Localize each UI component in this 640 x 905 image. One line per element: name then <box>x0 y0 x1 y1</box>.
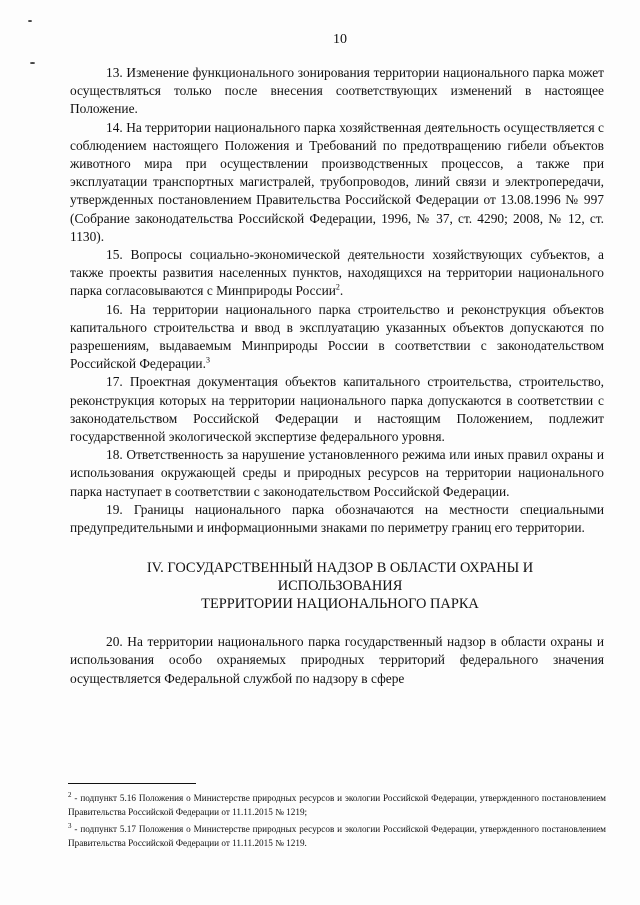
document-body <box>70 64 604 688</box>
scan-speck <box>28 20 32 22</box>
footnotes <box>68 788 606 850</box>
page-number: 10 <box>333 32 347 47</box>
paragraph-15: 15. Вопросы социально-экономической деятельности хозяйствующих субъектов, а также проекты развития населенных пунктов, находящихся на территории национального парка согласовываются с Минприроды России$^2$. <box>70 247 604 299</box>
footnote-separator <box>68 783 196 784</box>
paragraph-19: 19. Границы национального парка обозначаются на местности специальными предупредительными и информационными знаками по периметру границ его территории. <box>70 501 604 536</box>
paragraph-14: 14. На территории национального парка хозяйственная деятельность осуществляется с соблюдением настоящего Положения и Требований по предотвращению гибели объектов животного мира при осуществлении производственных процессов, а также при эксплуатации транспортных магистралей, трубопроводов, линий связи и электропередачи, утвержденных постановлением Правительства Российской Федерации от 13.08.1996 № 997 (Собрание законодательства Российской Федерации, 1996, № 37, ст. 4290; 2008, № 12, ст. 1130). <box>70 119 604 244</box>
paragraph-16: 16. На территории национального парка строительство и реконструкция объектов капитального строительства и ввод в эксплуатацию указанных объектов допускаются по разрешениям, выдаваемым Минприроды России в соответствии с законодательством Российской Федерации.$^3$ <box>70 301 604 372</box>
footnote-2: $^2$ - подпункт 5.16 Положения о Министерстве природных ресурсов и экологии Российской Федерации, утвержденного постановлением Правительства Российской Федерации от 11.11.2015 № 1219; <box>68 791 606 818</box>
section-heading <box>70 559 604 613</box>
paragraph-17: 17. Проектная документация объектов капитального строительства, строительство, реконструкция которых на территории национального парка допускаются в соответствии с законодательством Российской Федерации и настоящим Положением, подлежит государственной экологической экспертизе федерального уровня. <box>70 374 604 445</box>
footnote-ref-3[interactable]: 3 <box>205 355 210 365</box>
heading-line-1: IV. ГОСУДАРСТВЕННЫЙ НАДЗОР В ОБЛАСТИ ОХРАНЫ И <box>146 560 534 577</box>
footnote-ref-2[interactable]: 2 <box>335 282 340 292</box>
paragraph-18: 18. Ответственность за нарушение установленного режима или иных правил охраны и использования окружающей среды и природных ресурсов на территории национального парка наступает в соответствии с законодательством Российской Федерации. <box>70 447 604 499</box>
paragraph-20: 20. На территории национального парка государственный надзор в области охраны и использования особо охраняемых природных территорий федерального значения осуществляется Федеральной службой по надзору в сфере <box>70 634 604 686</box>
heading-line-2: ИСПОЛЬЗОВАНИЯ <box>277 578 403 595</box>
footnote-3: $^3$ - подпункт 5.17 Положения о Министерстве природных ресурсов и экологии Российской Федерации, утвержденного постановлением Правительства Российской Федерации от 11.11.2015 № 1219. <box>68 822 606 849</box>
paragraph-13: 13. Изменение функционального зонирования территории национального парка может осуществляться только после внесения соответствующих изменений в настоящее Положение. <box>70 65 604 117</box>
heading-line-3: ТЕРРИТОРИИ НАЦИОНАЛЬНОГО ПАРКА <box>201 596 479 613</box>
scan-speck <box>30 62 35 64</box>
